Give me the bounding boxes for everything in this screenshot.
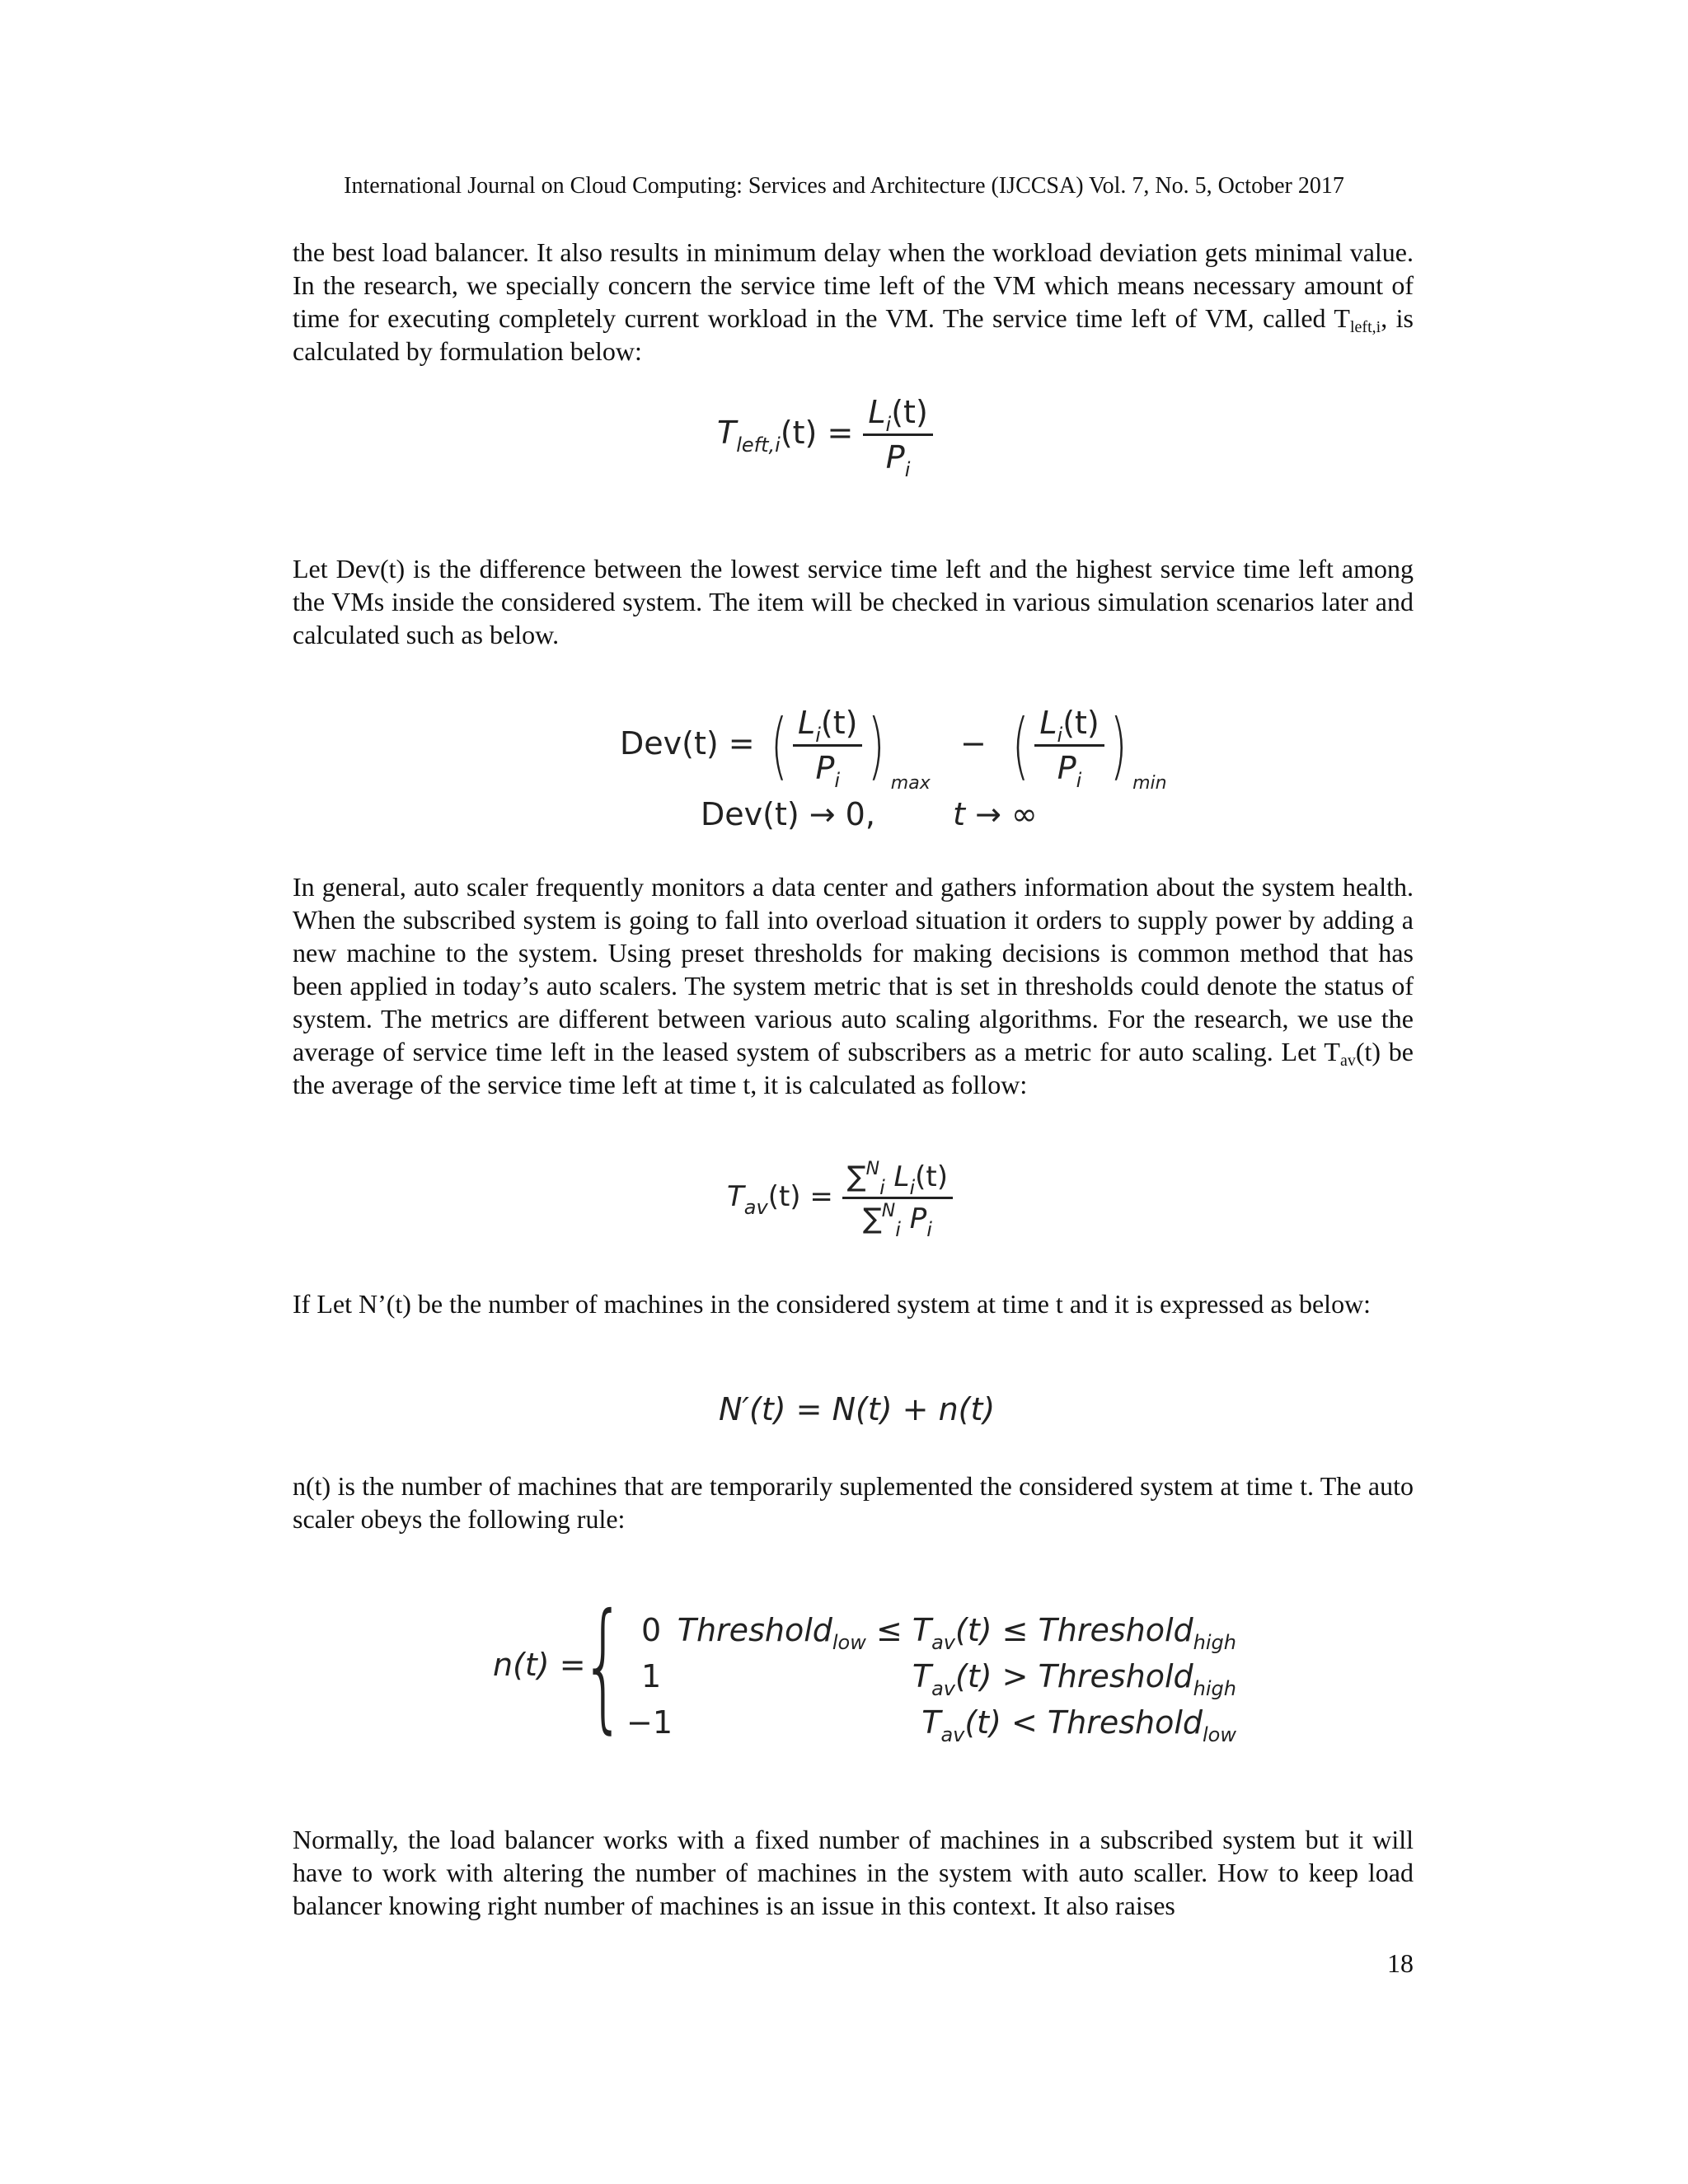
equation-tleft bbox=[717, 394, 933, 481]
eq-dev-den-sub-1: i bbox=[834, 769, 841, 792]
eq-tleft-arg: (t) = bbox=[780, 415, 854, 451]
eq-dev-lhs: Dev(t) = bbox=[620, 725, 755, 762]
eq-nt-case-2-cond-b-sub: av bbox=[931, 1677, 956, 1700]
p1-text: the best load balancer. It also results in minimum delay when the workload deviation gets minimal value. In the research, we specially concern the service time left of the VM which means necessary amount of time for executing completely current workload in the VM. The service time left of VM, called T bbox=[293, 237, 1414, 333]
eq-dev-lparen-2: ( bbox=[1011, 702, 1029, 788]
eq-tav-den-sub: i bbox=[926, 1218, 932, 1241]
eq-nt-case-1-cond-c: (t) ≤ Threshold bbox=[955, 1612, 1193, 1648]
eq-tav-num-arg: (t) bbox=[915, 1160, 949, 1193]
equation-nt-cases bbox=[626, 1607, 1236, 1746]
eq-dev-den-2: P bbox=[1057, 750, 1076, 786]
eq-tav-den-sum-sup: N bbox=[881, 1201, 896, 1221]
eq-tleft-den: P bbox=[885, 439, 905, 476]
eq-tav-num: L bbox=[893, 1160, 910, 1193]
eq-nt-case-1-cond-c-sub: high bbox=[1193, 1631, 1236, 1654]
eq-tav-arg: (t) = bbox=[767, 1180, 833, 1213]
p3-text: In general, auto scaler frequently monitors a data center and gathers information about the system health. When the subscribed system is going to fall into overload situation it orders to supply power by adding a new machine to the system. Using preset thresholds for making decisions is common method that has been applied in today’s auto scalers. The system metric that is set in thresholds could denote the status of system. The metrics are different between various auto scaling algorithms. For the research, we use the average of service time left in the leased system of subscribers as a metric for auto scaling. Let T bbox=[293, 872, 1414, 1066]
paragraph-4: If Let N’(t) be the number of machines in the considered system at time t and it is expressed as below: bbox=[293, 1289, 1372, 1319]
eq-dev-fraction-2 bbox=[1034, 705, 1104, 792]
eq-tav-num-sum-sup: N bbox=[865, 1159, 880, 1179]
eq-nt-case-3-value: −1 bbox=[626, 1704, 673, 1741]
eq-dev-limit-lhs: Dev(t) → 0, bbox=[701, 796, 875, 832]
eq-nt-case-3 bbox=[626, 1699, 1236, 1746]
eq-tav-num-sum-sub: i bbox=[879, 1176, 885, 1199]
eq-dev-den-sub-2: i bbox=[1076, 769, 1082, 792]
eq-dev-num-2: L bbox=[1039, 705, 1057, 741]
eq-nt-case-2-value: 1 bbox=[641, 1658, 662, 1694]
equation-nprime: N′(t) = N(t) + n(t) bbox=[719, 1391, 996, 1427]
eq-nt-case-3-cond-b-sub: av bbox=[940, 1723, 965, 1746]
eq-dev-minus: − bbox=[959, 725, 987, 762]
eq-nt-case-1-cond-b: ≤ T bbox=[875, 1612, 932, 1648]
eq-tleft-lhs-sub: left,i bbox=[736, 434, 781, 457]
running-header: International Journal on Cloud Computing: Services and Architecture (IJCCSA) Vol. 7, No. 5, October 2017 bbox=[344, 173, 1344, 199]
eq-tav-lhs: T bbox=[727, 1180, 744, 1213]
p3-subscript: av bbox=[1339, 1052, 1356, 1070]
eq-tav-lhs-sub: av bbox=[743, 1196, 768, 1219]
p1-text-end: , is calculated by formulation below: bbox=[293, 303, 1414, 366]
eq-nt-case-1 bbox=[626, 1607, 1236, 1653]
eq-dev-min: min bbox=[1132, 773, 1167, 794]
equation-dev-limit bbox=[701, 796, 1038, 832]
equation-tav bbox=[727, 1159, 953, 1241]
paragraph-2: Let Dev(t) is the difference between the lowest service time left and the highest service time left among the VMs inside the considered system. The item will be checked in various simulation scenarios later and calculated such as below. bbox=[293, 554, 1414, 649]
eq-nt-case-2-cond-c: (t) > Threshold bbox=[955, 1658, 1193, 1694]
eq-tleft-num-sub: i bbox=[885, 413, 892, 436]
eq-dev-lparen-1: ( bbox=[770, 702, 788, 788]
eq-tav-den: P bbox=[909, 1202, 927, 1235]
eq-dev-max: max bbox=[890, 773, 931, 794]
eq-nt-case-1-cond-a-sub: low bbox=[832, 1631, 866, 1654]
eq-dev-num-arg-1: (t) bbox=[820, 705, 858, 741]
paragraph-6: Normally, the load balancer works with a fixed number of machines in a subscribed system but it will have to work with altering the number of machines in the system with auto scaller. How to keep load balancer knowing right number of machines is an issue in this context. It also raises bbox=[293, 1825, 1414, 1920]
p1-subscript: left,i bbox=[1349, 318, 1381, 336]
eq-dev-num-sub-1: i bbox=[815, 724, 821, 747]
eq-dev-limit-rhs: t → ∞ bbox=[953, 796, 1038, 832]
eq-dev-fraction-1 bbox=[793, 705, 862, 792]
eq-nt-case-3-cond-c: (t) < Threshold bbox=[964, 1704, 1203, 1741]
equation-nt-brace: { bbox=[581, 1584, 626, 1747]
equation-nt-lhs: n(t) = bbox=[493, 1647, 586, 1683]
eq-dev-rparen-1: ) bbox=[868, 702, 885, 788]
eq-tav-den-sum: ∑ bbox=[862, 1202, 882, 1235]
eq-tleft-fraction bbox=[863, 394, 932, 481]
page-number: 18 bbox=[1387, 1948, 1414, 1978]
eq-nt-case-2-cond-b: T bbox=[912, 1658, 932, 1694]
eq-nt-case-3-cond-c-sub: low bbox=[1203, 1723, 1236, 1746]
eq-tleft-num-arg: (t) bbox=[891, 394, 928, 430]
eq-nt-case-1-value: 0 bbox=[641, 1612, 662, 1648]
eq-nt-case-1-cond-a: Threshold bbox=[677, 1612, 832, 1648]
eq-dev-rparen-2: ) bbox=[1109, 702, 1128, 788]
paragraph-3 bbox=[293, 870, 1414, 1101]
eq-nt-case-2 bbox=[626, 1653, 1236, 1699]
eq-tav-den-sum-sub: i bbox=[895, 1218, 901, 1241]
eq-tleft-den-sub: i bbox=[904, 458, 911, 481]
paragraph-5: n(t) is the number of machines that are temporarily suplemented the considered system at time t. The auto scaler obeys the following rule: bbox=[293, 1471, 1414, 1534]
eq-dev-num-1: L bbox=[798, 705, 816, 741]
eq-dev-num-arg-2: (t) bbox=[1062, 705, 1100, 741]
eq-nt-case-3-cond-b: T bbox=[921, 1704, 941, 1741]
equation-dev bbox=[620, 702, 1167, 794]
eq-tav-num-sub: i bbox=[909, 1176, 916, 1199]
eq-dev-num-sub-2: i bbox=[1057, 724, 1063, 747]
eq-tav-num-sum: ∑ bbox=[846, 1160, 866, 1193]
eq-tav-fraction bbox=[842, 1159, 953, 1241]
eq-tleft-num: L bbox=[868, 394, 886, 430]
eq-tleft-lhs: T bbox=[717, 415, 737, 451]
paragraph-1 bbox=[293, 236, 1414, 368]
eq-nt-case-1-cond-b-sub: av bbox=[931, 1631, 956, 1654]
eq-nt-case-2-cond-c-sub: high bbox=[1193, 1677, 1236, 1700]
eq-dev-den-1: P bbox=[815, 750, 835, 786]
p3-text-end: (t) be the average of the service time left at time t, it is calculated as follow: bbox=[293, 1037, 1414, 1099]
